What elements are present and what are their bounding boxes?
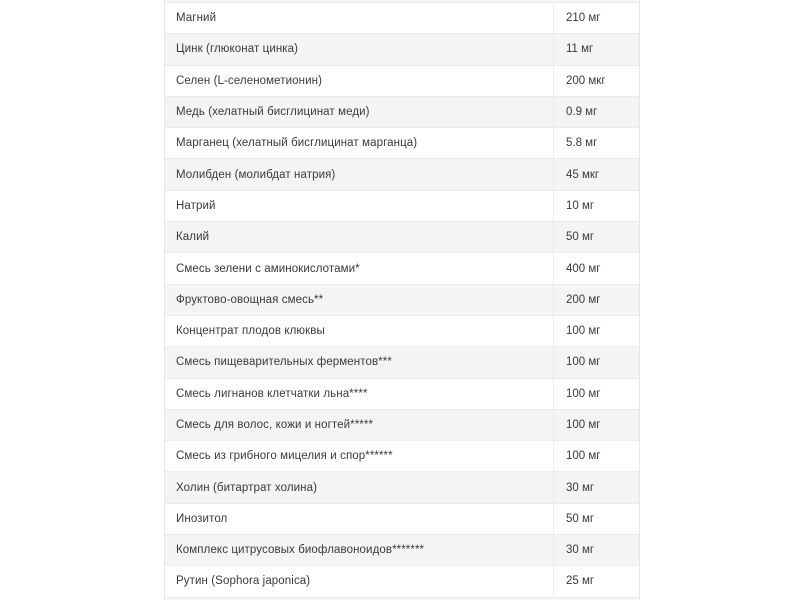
nutrient-amount: 50 мг <box>553 222 639 252</box>
nutrient-amount: 5.8 мг <box>553 128 639 158</box>
nutrient-amount: 400 мг <box>553 253 639 283</box>
nutrient-name: Смесь зелени с аминокислотами* <box>176 262 360 275</box>
nutrient-name: Холин (битартрат холина) <box>176 481 318 494</box>
table-row <box>165 347 639 378</box>
nutrient-name: Рутин (Sophora japonica) <box>176 575 311 588</box>
table-row <box>165 566 639 597</box>
nutrient-amount: 200 мг <box>553 285 639 315</box>
table-row <box>165 285 639 316</box>
nutrient-amount: 100 мг <box>553 347 639 377</box>
nutrient-amount: 10 мг <box>553 191 639 221</box>
nutrient-name: Смесь из грибного мицелия и спор****** <box>176 450 393 463</box>
nutrient-name: Смесь для волос, кожи и ногтей***** <box>176 419 374 431</box>
nutrient-name: Молибден (молибдат натрия) <box>176 168 336 181</box>
nutrient-name: Цинк (глюконат цинка) <box>176 43 299 56</box>
nutrient-name: Инозитол <box>176 512 228 525</box>
table-row <box>165 316 639 347</box>
table-row <box>165 159 639 190</box>
nutrient-amount: 100 мг <box>553 441 639 471</box>
nutrient-name: Марганец (хелатный бисглицинат марганца) <box>176 137 418 150</box>
nutrient-name: Селен (L-селенометионин) <box>176 74 323 87</box>
table-row <box>165 253 639 284</box>
nutrient-name: Концентрат плодов клюквы <box>176 325 325 338</box>
nutrient-amount: 210 мг <box>553 3 639 33</box>
table-row <box>165 34 639 65</box>
nutrient-amount: 0.9 мг <box>553 97 639 127</box>
nutrient-name: Калий <box>176 231 210 244</box>
table-row <box>165 128 639 159</box>
nutrient-name: Медь (хелатный бисглицинат меди) <box>176 106 370 119</box>
table-row <box>165 441 639 472</box>
nutrient-amount: 50 мг <box>553 504 639 534</box>
nutrient-amount: 30 мг <box>553 472 639 502</box>
nutrient-amount: 100 мг <box>553 379 639 409</box>
nutrient-name: Смесь лигнанов клетчатки льна**** <box>176 387 368 400</box>
table-row <box>165 504 639 535</box>
table-row <box>165 472 639 503</box>
nutrient-amount: 100 мг <box>553 316 639 346</box>
nutrient-amount: 200 мкг <box>553 66 639 96</box>
nutrient-name: Смесь пищеварительных ферментов*** <box>176 356 392 369</box>
table-row <box>165 410 639 441</box>
table-row <box>165 222 639 253</box>
nutrient-name: Фруктово-овощная смесь** <box>176 293 324 306</box>
nutrient-amount: 45 мкг <box>553 159 639 189</box>
nutrient-amount: 30 мг <box>553 535 639 565</box>
nutrient-amount: 11 мг <box>553 34 639 64</box>
table-row <box>165 3 639 34</box>
table-row <box>165 97 639 128</box>
nutrient-table <box>164 0 640 600</box>
table-row <box>165 535 639 566</box>
nutrient-name: Комплекс цитрусовых биофлавоноидов******* <box>176 544 425 557</box>
nutrient-name: Магний <box>176 12 217 25</box>
table-row <box>165 66 639 97</box>
nutrient-amount: 25 мг <box>553 566 639 596</box>
nutrient-amount: 100 мг <box>553 410 639 440</box>
table-row <box>165 191 639 222</box>
table-row <box>165 379 639 410</box>
nutrient-name: Натрий <box>176 199 216 212</box>
